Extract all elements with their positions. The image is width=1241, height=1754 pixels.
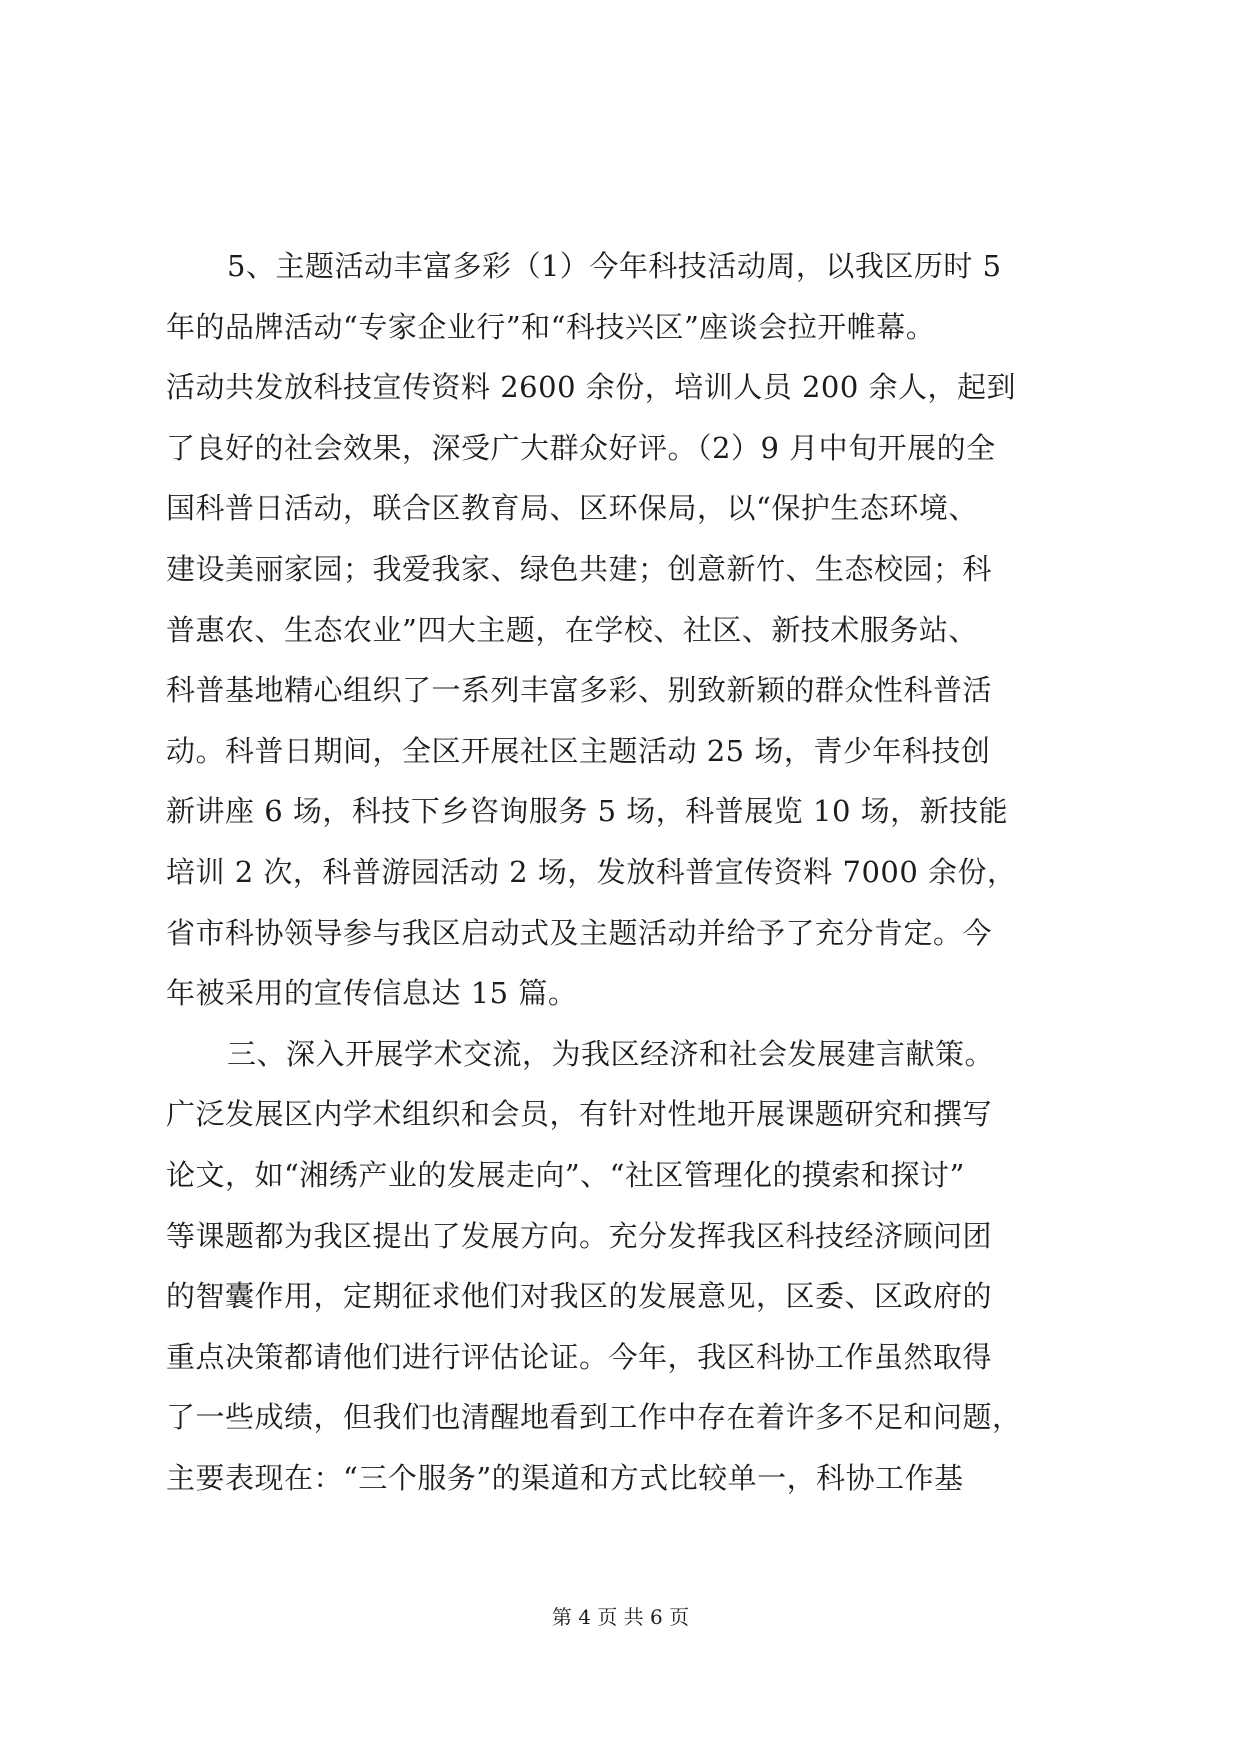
text-line: 科普基地精心组织了一系列丰富多彩、别致新颖的群众性科普活 — [166, 673, 993, 708]
text-line: 重点决策都请他们进行评估论证。今年，我区科协工作虽然取得 — [166, 1339, 993, 1374]
text-line: 论文，如“湘绣产业的发展走向”、“社区管理化的摸索和探讨” — [166, 1157, 965, 1192]
text-line: 活动共发放科技宣传资料 2600 余份，培训人员 200 余人，起到 — [166, 370, 1017, 405]
text-line: 5、主题活动丰富多彩（1）今年科技活动周，以我区历时 5 — [227, 249, 1002, 283]
text-line: 年的品牌活动“专家企业行”和“科技兴区”座谈会拉开帷幕。 — [166, 309, 936, 344]
text-line: 省市科协领导参与我区启动式及主题活动并给予了充分肯定。今 — [166, 915, 993, 950]
page-footer: 第 4 页 共 6 页 — [551, 1605, 690, 1629]
text-line: 普惠农、生态农业”四大主题，在学校、社区、新技术服务站、 — [166, 612, 978, 647]
text-line: 等课题都为我区提出了发展方向。充分发挥我区科技经济顾问团 — [166, 1218, 993, 1253]
text-line: 建设美丽家园；我爱我家、绿色共建；创意新竹、生态校园；科 — [166, 551, 993, 586]
text-line: 了良好的社会效果，深受广大群众好评。（2）9 月中旬开展的全 — [166, 430, 996, 465]
text-line: 三、深入开展学术交流，为我区经济和社会发展建言献策。 — [227, 1036, 995, 1071]
text-line: 的智囊作用，定期征求他们对我区的发展意见，区委、区政府的 — [166, 1279, 993, 1314]
text-line: 了一些成绩，但我们也清醒地看到工作中存在着许多不足和问题， — [166, 1400, 1022, 1435]
text-line: 年被采用的宣传信息达 15 篇。 — [166, 976, 578, 1011]
text-line: 新讲座 6 场，科技下乡咨询服务 5 场，科普展览 10 场，新技能 — [166, 794, 1009, 829]
text-line: 广泛发展区内学术组织和会员，有针对性地开展课题研究和撰写 — [166, 1097, 993, 1132]
body-text — [166, 236, 1076, 1508]
text-line: 培训 2 次，科普游园活动 2 场，发放科普宣传资料 7000 余份， — [166, 854, 1017, 889]
text-line: 主要表现在：“三个服务”的渠道和方式比较单一，科协工作基 — [166, 1460, 964, 1495]
text-line: 国科普日活动，联合区教育局、区环保局，以“保护生态环境、 — [166, 491, 978, 526]
text-line: 动。科普日期间，全区开展社区主题活动 25 场，青少年科技创 — [166, 733, 991, 768]
